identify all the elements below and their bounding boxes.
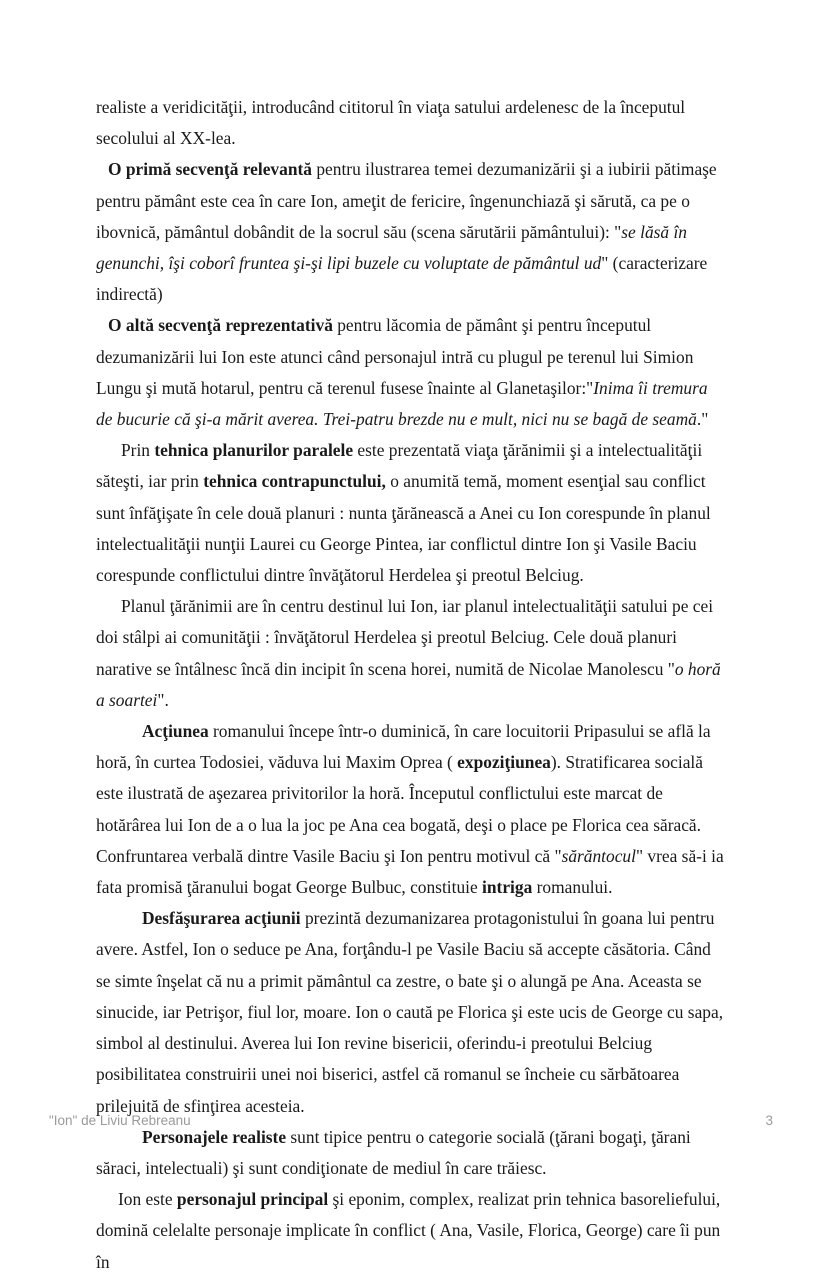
paragraph-alta-secventa: O altă secvenţă reprezentativă pentru lăcomia de pământ şi pentru începutul dezumanizării lui Ion este atunci când personajul intră cu plugul pe terenul lui Simion Lungu şi mută hotarul, pentru că terenul fusese înainte al Glanetaşilor:"Inima îi tremura de bucurie că şi-a mărit averea. Trei-patru brezde nu e mult, nici nu se bagă de seamă." <box>96 315 709 430</box>
paragraph-prima-secventa: O primă secvenţă relevantă pentru ilustrarea temei dezumanizării şi a iubirii pătimaşe pentru pământ este cea în care Ion, ameţit de fericire, îngenunchiază şi sărută, ca pe o ibovnică, pământul dobândit de la socrul său (scena sărutării pământului): "se lăsă în genunchi, îşi coborî fruntea şi-şi lipi buzele cu voluptate de pământul ud" (caracterizare indirectă) <box>96 159 717 305</box>
paragraph-tehnica-planuri: Prin tehnica planurilor paralele este prezentată viaţa ţărănimii şi a intelectualităţii săteşti, iar prin tehnica contrapunctului, o anumită temă, moment esenţial sau conflict sunt înfăţişate în cele două planuri : nunta ţărănească a Anei cu Ion corespunde în planul intelectualităţii nunţii Laurei cu George Pintea, iar conflictul dintre Ion şi Vasile Baciu corespunde conflictului dintre învăţătorul Herdelea şi preotul Belciug. <box>96 440 711 586</box>
text-run-italic: se lăsă în genunchi, îşi coborî fruntea şi-şi lipi buzele cu voluptate de pământul ud <box>96 221 687 274</box>
paragraph-personajul-principal: Ion este personajul principal şi eponim, complex, realizat prin tehnica basoreliefului, domină celelalte personaje implicate în conflict ( Ana, Vasile, Florica, George) care îi pun în <box>96 1189 721 1272</box>
text-run-bold: Acţiunea <box>142 721 209 742</box>
page-footer <box>0 1106 828 1136</box>
page-body-text <box>96 92 726 1278</box>
text-run-bold: Desfăşurarea acţiunii <box>142 908 301 929</box>
footer-page-number: 3 <box>765 1113 773 1128</box>
paragraph-actiunea: Acţiunea romanului începe într-o duminică, în care locuitorii Pripasului se află la horă, în curtea Todosiei, văduva lui Maxim Oprea ( expoziţiunea). Stratificarea socială este ilustrată de aşezarea privitorilor la horă. Începutul conflictului este marcat de hotărârea lui Ion de a o lua la joc pe Ana cea bogată, deşi o place pe Florica cea săracă. Confruntarea verbală dintre Vasile Baciu şi Ion pentru motivul că "sărăntocul" vrea să-i ia fata promisă ţăranului bogat George Bulbuc, constituie intriga romanului. <box>96 721 724 898</box>
text-run-bold: expoziţiunea <box>457 752 551 773</box>
paragraph-desfasurarea: Desfăşurarea acţiunii prezintă dezumanizarea protagonistului în goana lui pentru avere. Astfel, Ion o seduce pe Ana, forţându-l pe Vasile Baciu să accepte căsătoria. Când se simte înşelat că nu a primit pământul ca zestre, o bate şi o alungă pe Ana. Aceasta se sinucide, iar Petrişor, fiul lor, moare. Ion o caută pe Florica şi este ucis de George cu sapa, simbol al destinului. Averea lui Ion revine bisericii, oferindu-i preotului Belciug posibilitatea construirii unei noi biserici, astfel că romanul se încheie cu sărbătoarea prilejuită de sfinţirea acesteia. <box>96 908 724 1116</box>
text-run-italic: sărăntocul <box>561 845 636 866</box>
text-run-bold: personajul principal <box>176 1189 329 1210</box>
text-run-italic: Inima îi tremura de bucurie că şi-a mărit averea. Trei-patru brezde nu e mult, nici nu se bagă de seamă <box>96 377 708 430</box>
footer-title: "Ion" de Liviu Rebreanu <box>49 1113 191 1128</box>
text-run-bold: tehnica planurilor paralele <box>154 440 354 461</box>
paragraph-planul-taranimii: Planul ţărănimii are în centru destinul lui Ion, iar planul intelectualităţii satului pe cei doi stâlpi ai comunităţii : învăţătorul Herdelea şi preotul Belciug. Cele două planuri narative se întâlnesc încă din incipit în scena horei, numită de Nicolae Manolescu "o horă a soartei". <box>96 596 721 710</box>
text-run-bold: O primă secvenţă relevantă <box>108 159 312 180</box>
text-run-italic: o horă a soartei <box>96 658 721 710</box>
text-run-bold: tehnica contrapunctului, <box>203 471 386 492</box>
text-run-bold: Personajele realiste <box>142 1126 287 1147</box>
text-run-bold: intriga <box>482 877 533 898</box>
paragraph-intro: realiste a veridicităţii, introducând cititorul în viaţa satului ardelenesc de la începutul secolului al XX-lea. <box>96 97 686 149</box>
text-run-bold: O altă secvenţă reprezentativă <box>108 315 333 336</box>
paragraph-personajele: Personajele realiste sunt tipice pentru o categorie socială (ţărani bogaţi, ţărani săraci, intelectuali) şi sunt condiţionate de mediul în care trăiesc. <box>96 1126 691 1178</box>
